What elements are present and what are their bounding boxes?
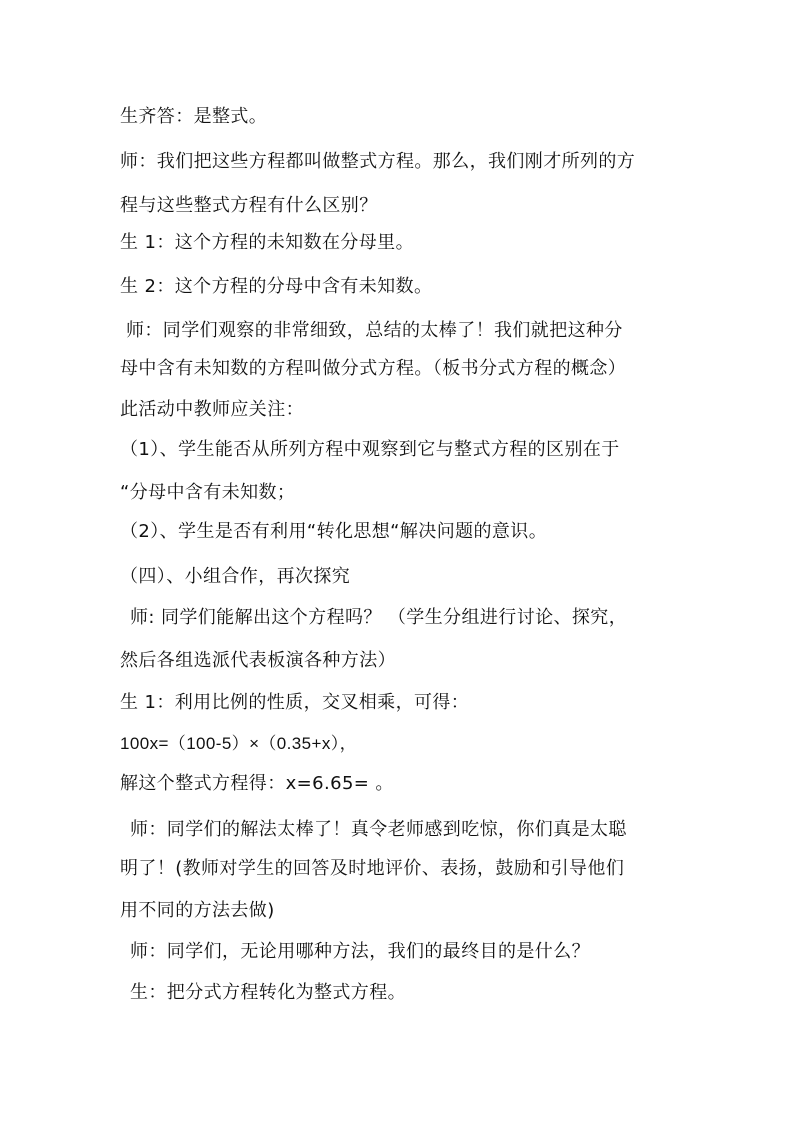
paragraph-line: 解这个整式方程得：x=6.65= 。 — [120, 773, 394, 794]
paragraph-line: 程与这些整式方程有什么区别？ — [120, 195, 378, 216]
paragraph-line: 师: 同学们能解出这个方程吗？ （学生分组进行讨论、探究， — [130, 607, 628, 628]
equation-line: 100x=（100-5）×（0.35+x）， — [120, 734, 358, 753]
paragraph-line: 此活动中教师应关注： — [120, 399, 304, 420]
paragraph-line: 师：我们把这些方程都叫做整式方程。那么，我们刚才所列的方 — [120, 151, 636, 172]
section-heading: （四）、小组合作，再次探究 — [120, 566, 351, 587]
paragraph-line: 然后各组选派代表板演各种方法） — [120, 650, 396, 671]
paragraph-line: （1）、学生能否从所列方程中观察到它与整式方程的区别在于 — [120, 439, 620, 460]
paragraph-line: 生：把分式方程转化为整式方程。 — [130, 982, 406, 1003]
paragraph-line: 生齐答：是整式。 — [120, 106, 268, 127]
paragraph-line: 生 1：利用比例的性质，交叉相乘，可得： — [120, 692, 470, 713]
paragraph-line: 师：同学们，无论用哪种方法，我们的最终目的是什么？ — [130, 941, 590, 962]
paragraph-line: 明了！(教师对学生的回答及时地评价、表扬，鼓励和引导他们 — [120, 858, 625, 879]
paragraph-line: “分母中含有未知数； — [120, 482, 296, 503]
paragraph-line: 生 1：这个方程的未知数在分母里。 — [120, 232, 414, 253]
paragraph-line: 母中含有未知数的方程叫做分式方程。（板书分式方程的概念） — [120, 358, 627, 379]
paragraph-line: 师：同学们的解法太棒了！真令老师感到吃惊，你们真是太聪 — [130, 819, 627, 840]
paragraph-line: 师：同学们观察的非常细致，总结的太棒了！我们就把这种分 — [126, 320, 623, 341]
paragraph-line: （2）、学生是否有利用“转化思想“解决问题的意识。 — [120, 521, 548, 542]
paragraph-line: 用不同的方法去做) — [120, 900, 275, 921]
paragraph-line: 生 2：这个方程的分母中含有未知数。 — [120, 276, 433, 297]
